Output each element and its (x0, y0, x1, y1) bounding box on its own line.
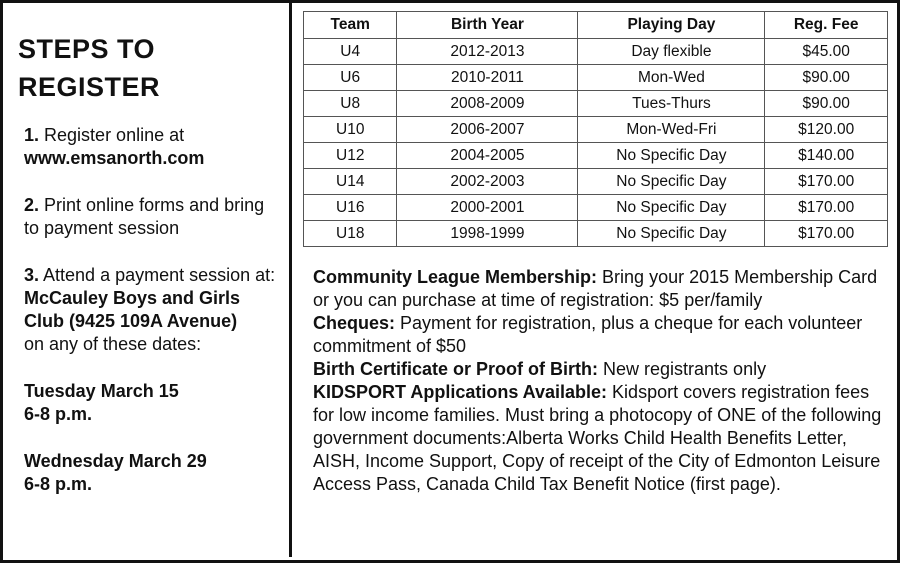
table-row (304, 117, 888, 143)
step-1-text: Register online at (44, 125, 185, 145)
kidsport-text: Kidsport covers registration fees for low income families. Must bring a photocopy of ONE of the following government documents:Alberta Works Child Health Benefits Letter, AISH, Income Support, Copy of receipt of the City of Edmonton Leisure Access Pass, Canada Child Tax Benefit Notice (first page). (313, 382, 882, 494)
step-2-text: Print online forms and bring to payment session (24, 195, 265, 238)
cell-reg-fee: $45.00 (765, 39, 888, 65)
cell-reg-fee: $90.00 (765, 65, 888, 91)
step-3-number: 3. (24, 265, 40, 285)
header-reg-fee: Reg. Fee (765, 12, 888, 39)
steps-panel (18, 30, 280, 496)
cell-reg-fee: $170.00 (765, 195, 888, 221)
step-3-suffix: on any of these dates: (24, 334, 202, 354)
cell-birth-year: 2012-2013 (397, 39, 578, 65)
membership-label: Community League Membership: (313, 267, 598, 287)
birth-text: New registrants only (598, 359, 767, 379)
birth-note (313, 358, 889, 381)
cell-birth-year: 2010-2011 (397, 65, 578, 91)
session-date-1 (24, 380, 280, 426)
cell-team: U10 (304, 117, 397, 143)
fee-table-header-row (304, 12, 888, 39)
cell-birth-year: 2004-2005 (397, 143, 578, 169)
cell-reg-fee: $120.00 (765, 117, 888, 143)
cell-team: U12 (304, 143, 397, 169)
session-date-2 (24, 450, 280, 496)
membership-text: Bring your 2015 Membership Card or you can purchase at time of registration: $5 per/family (313, 267, 878, 310)
cell-reg-fee: $90.00 (765, 91, 888, 117)
title-line-2: REGISTER (18, 72, 161, 102)
session-date-1-day: Tuesday March 15 (24, 381, 179, 401)
session-date-1-time: 6-8 p.m. (24, 404, 93, 424)
table-row (304, 65, 888, 91)
cell-birth-year: 2006-2007 (397, 117, 578, 143)
table-row (304, 169, 888, 195)
birth-label: Birth Certificate or Proof of Birth: (313, 359, 599, 379)
header-team: Team (304, 12, 397, 39)
cell-birth-year: 1998-1999 (397, 221, 578, 247)
cheques-text: Payment for registration, plus a cheque for each volunteer commitment of $50 (313, 313, 863, 356)
header-playing-day: Playing Day (578, 12, 765, 39)
cell-team: U16 (304, 195, 397, 221)
cell-playing-day: No Specific Day (578, 143, 765, 169)
cell-reg-fee: $140.00 (765, 143, 888, 169)
table-row (304, 195, 888, 221)
cell-playing-day: Day flexible (578, 39, 765, 65)
registration-url[interactable]: www.emsanorth.com (24, 148, 205, 168)
registration-info (313, 266, 889, 496)
steps-title (18, 30, 280, 106)
table-row (304, 91, 888, 117)
step-1 (24, 124, 280, 170)
cell-playing-day: Mon-Wed-Fri (578, 117, 765, 143)
cell-reg-fee: $170.00 (765, 169, 888, 195)
header-birth-year: Birth Year (397, 12, 578, 39)
cell-team: U4 (304, 39, 397, 65)
table-row (304, 39, 888, 65)
session-date-2-time: 6-8 p.m. (24, 474, 93, 494)
cell-birth-year: 2008-2009 (397, 91, 578, 117)
cell-reg-fee: $170.00 (765, 221, 888, 247)
table-row (304, 143, 888, 169)
column-divider (289, 0, 292, 557)
cell-birth-year: 2000-2001 (397, 195, 578, 221)
fee-table (303, 11, 888, 247)
cell-birth-year: 2002-2003 (397, 169, 578, 195)
membership-note (313, 266, 889, 312)
step-1-number: 1. (24, 125, 40, 145)
cell-team: U8 (304, 91, 397, 117)
kidsport-label: KIDSPORT Applications Available: (313, 382, 608, 402)
cell-playing-day: Mon-Wed (578, 65, 765, 91)
cell-playing-day: No Specific Day (578, 169, 765, 195)
cell-team: U18 (304, 221, 397, 247)
table-row (304, 221, 888, 247)
cell-team: U6 (304, 65, 397, 91)
cell-playing-day: No Specific Day (578, 221, 765, 247)
cheques-note (313, 312, 889, 358)
step-2-number: 2. (24, 195, 40, 215)
kidsport-note (313, 381, 889, 496)
cheques-label: Cheques: (313, 313, 396, 333)
title-line-1: STEPS TO (18, 34, 156, 64)
cell-playing-day: Tues-Thurs (578, 91, 765, 117)
cell-team: U14 (304, 169, 397, 195)
session-date-2-day: Wednesday March 29 (24, 451, 207, 471)
step-2 (24, 194, 280, 240)
step-3-location: McCauley Boys and Girls Club (9425 109A Avenue) (24, 288, 241, 331)
step-3-text: Attend a payment session at: (43, 265, 276, 285)
step-3 (24, 264, 280, 356)
cell-playing-day: No Specific Day (578, 195, 765, 221)
